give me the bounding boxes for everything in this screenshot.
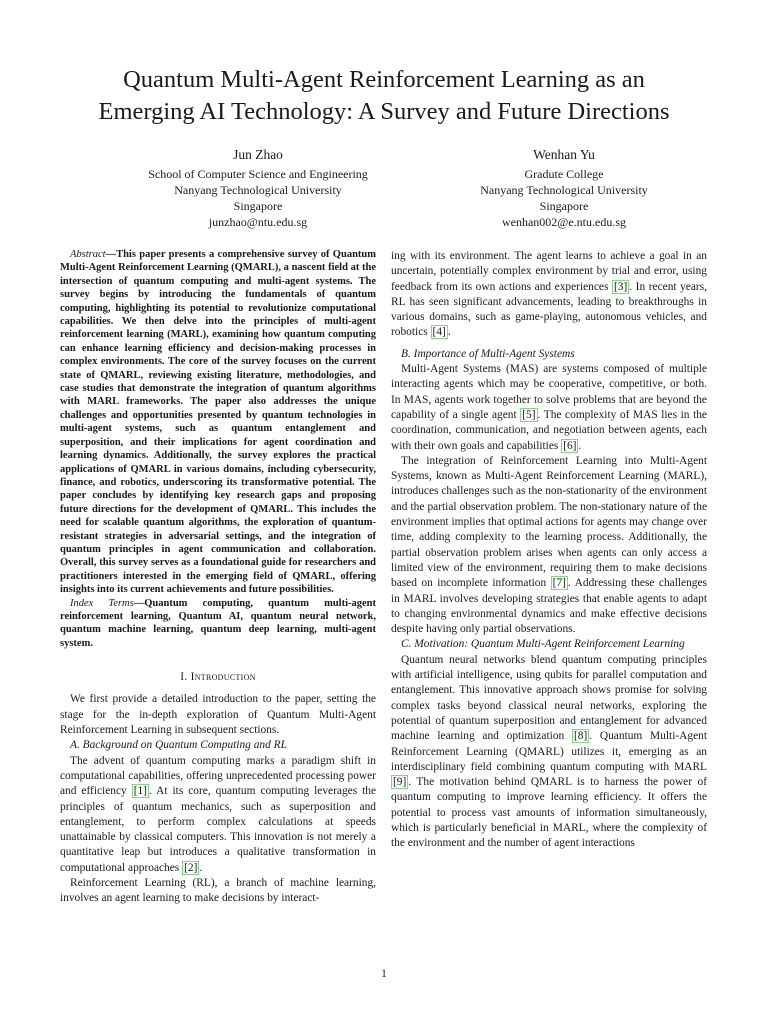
author-affiliation: School of Computer Science and Engineering — [148, 167, 368, 181]
subsection-heading-c: C. Motivation: Quantum Multi-Agent Reinforcement Learning — [401, 638, 685, 651]
citation-link[interactable]: [6] — [563, 439, 577, 452]
paragraph-text: . Quantum Multi-Agent Reinforcement Learning (QMARL) utilizes it, emerging as an interdisciplinary field combining quantum computing with MARL — [391, 730, 707, 773]
citation-link[interactable]: [3] — [613, 280, 628, 293]
section-heading-introduction — [60, 670, 376, 685]
paragraph: Reinforcement Learning (RL), a branch of machine learning, involves an agent learning to make decisions by interact- — [60, 877, 376, 905]
author-email: junzhao@ntu.edu.sg — [208, 215, 308, 229]
author-block-2 — [418, 146, 710, 230]
author-affiliation: Singapore — [539, 199, 589, 213]
citation-link[interactable]: [2] — [184, 861, 198, 874]
paragraph — [391, 454, 707, 638]
subsection-heading-a: A. Background on Quantum Computing and RL — [70, 739, 287, 752]
author-affiliation: Gradute College — [524, 167, 604, 181]
abstract-text: —This paper presents a comprehensive survey of Quantum Multi-Agent Reinforcement Learning (QMARL), a nascent field at the intersection of quantum computing and multi-agent systems. The survey begins by introducing the fundamentals of quantum computing, highlighting its potential to revolutionize computational capabilities. We then delve into the principles of multi-agent reinforcement learning (MARL), examining how quantum computing can enhance learning efficiency and decision-making processes in complex environments. The core of the survey focuses on the current state of QMARL, reviewing existing literature, methodologies, and case studies that demonstrate the integration of quantum algorithms with MARL frameworks. The paper also addresses the unique challenges and opportunities presented by quantum technologies in multi-agent systems, such as quantum entanglement and superposition, and their implications for agent coordination and learning dynamics. Additionally, the survey explores the practical applications of QMARL in various domains, including cybersecurity, finance, and robotics, underscoring its transformative potential. The paper concludes by identifying key research gaps and proposing future directions for the development of QMARL. This includes the need for scalable quantum algorithms, the exploration of quantum-resistant strategies in adversarial settings, and the integration of quantum principles in agent communication and collaboration. Overall, this survey serves as a foundational guide for researchers and practitioners interested in the emerging field of QMARL, offering insights into its current achievements and future possibilities. — [60, 249, 376, 596]
page-number: 1 — [381, 968, 387, 980]
paragraph-text: The advent of quantum computing marks a paradigm shift in computational capabilities, offering unprecedented processing power and efficiency — [60, 754, 376, 798]
paragraph-text: . — [447, 326, 451, 339]
paragraph-text: . At its core, quantum computing leverages the principles of quantum mechanics, such as superposition and entanglement, to perform complex calculations at speeds unattainable by classical computers. This innovation is not merely a quantitative leap but introduces a qualitative transformation in computational approaches — [60, 785, 376, 874]
author-name: Jun Zhao — [233, 147, 283, 162]
author-name: Wenhan Yu — [533, 147, 595, 162]
left-column — [60, 248, 376, 907]
abstract-label: Abstract — [70, 249, 106, 260]
paragraph-text: . — [578, 439, 582, 452]
paragraph — [391, 362, 707, 454]
paragraph-text: . Addressing these challenges in MARL involves developing strategies that enable agents to adapt to changing environmental dynamics and make effective decisions despite having only partial observations. — [391, 577, 707, 636]
paragraph-text: Quantum neural networks blend quantum computing principles with artificial intelligence, using qubits for parallel computation and entanglement. This innovative approach shows promise for solving complex tasks beyond classical neural networks, exploring the potential of quantum superposition and entanglement for advanced machine learning and optimization — [391, 653, 707, 743]
paragraph-text: . In recent years, RL has seen significant advancements, leading to breakthroughs in various domains, such as game-playing, autonomous vehicles, and robotics — [391, 280, 707, 339]
subsection-heading-b: B. Importance of Multi-Agent Systems — [401, 347, 575, 360]
paragraph-text: . The complexity of MAS lies in the coordination, communication, and negotiation between agents, each with their own goals and capabilities — [391, 408, 707, 452]
author-block-1 — [112, 146, 404, 230]
index-terms-label: Index Terms — [70, 597, 134, 609]
paper-title — [60, 64, 708, 128]
paragraph-text: . The motivation behind QMARL is to harness the power of quantum computing to improve learning efficiency. It offers the potential to process vast amounts of information simultaneously, which is particularly beneficial in MARL, where the complexity of the environment and the number of agent interactions — [391, 776, 707, 850]
section-number: I. — [180, 671, 188, 684]
citation-link[interactable]: [9] — [393, 776, 407, 789]
citation-link[interactable]: [8] — [573, 730, 588, 743]
index-terms — [60, 597, 376, 651]
author-email: wenhan002@e.ntu.edu.sg — [501, 215, 627, 229]
title-line-2: Emerging AI Technology: A Survey and Future Directions — [98, 98, 670, 125]
paragraph — [391, 653, 707, 852]
paragraph-text: Multi-Agent Systems (MAS) are systems composed of multiple interacting agents which may be cooperative, competitive, or both. In MAS, agents work together to solve problems that are beyond the capability of a single agent — [391, 363, 707, 421]
author-affiliation: Singapore — [233, 199, 283, 213]
paragraph-text: ing with its environment. The agent learns to achieve a goal in an uncertain, potentially complex environment by trial and error, using feedback from its own actions and experiences — [391, 250, 707, 293]
right-column — [391, 249, 707, 852]
citation-link[interactable]: [7] — [552, 577, 566, 590]
citation-link[interactable]: [4] — [432, 326, 446, 339]
section-title: Introduction — [190, 671, 256, 684]
paragraph — [391, 249, 707, 341]
paragraph-text: . — [199, 861, 203, 874]
paragraph: We first provide a detailed introduction to the paper, setting the stage for the in-depth exploration of Quantum Multi-Agent Reinforcement Learning in subsequent sections. — [60, 693, 376, 737]
citation-link[interactable]: [1] — [133, 785, 147, 798]
title-line-1: Quantum Multi-Agent Reinforcement Learning as an — [123, 66, 645, 93]
paragraph — [60, 754, 376, 876]
author-affiliation: Nanyang Technological University — [480, 183, 648, 197]
index-terms-text: —Quantum computing, quantum multi-agent reinforcement learning, Quantum AI, quantum neural network, quantum machine learning, quantum deep learning, multi-agent system. — [60, 597, 377, 649]
abstract — [60, 248, 376, 597]
paragraph-text: The integration of Reinforcement Learning into Multi-Agent Systems, known as Multi-Agent Reinforcement Learning (MARL), introduces challenges such as the non-stationarity of the environment and the partial observation problem. The non-stationary nature of the environment implies that optimal actions for agents may change over time, adding complexity to the learning process. Additionally, the partial observation problem arises when agents can only access a limited view of the environment, requiring them to make decisions based on incomplete information — [391, 454, 707, 590]
author-affiliation: Nanyang Technological University — [174, 183, 342, 197]
citation-link[interactable]: [5] — [522, 408, 536, 421]
